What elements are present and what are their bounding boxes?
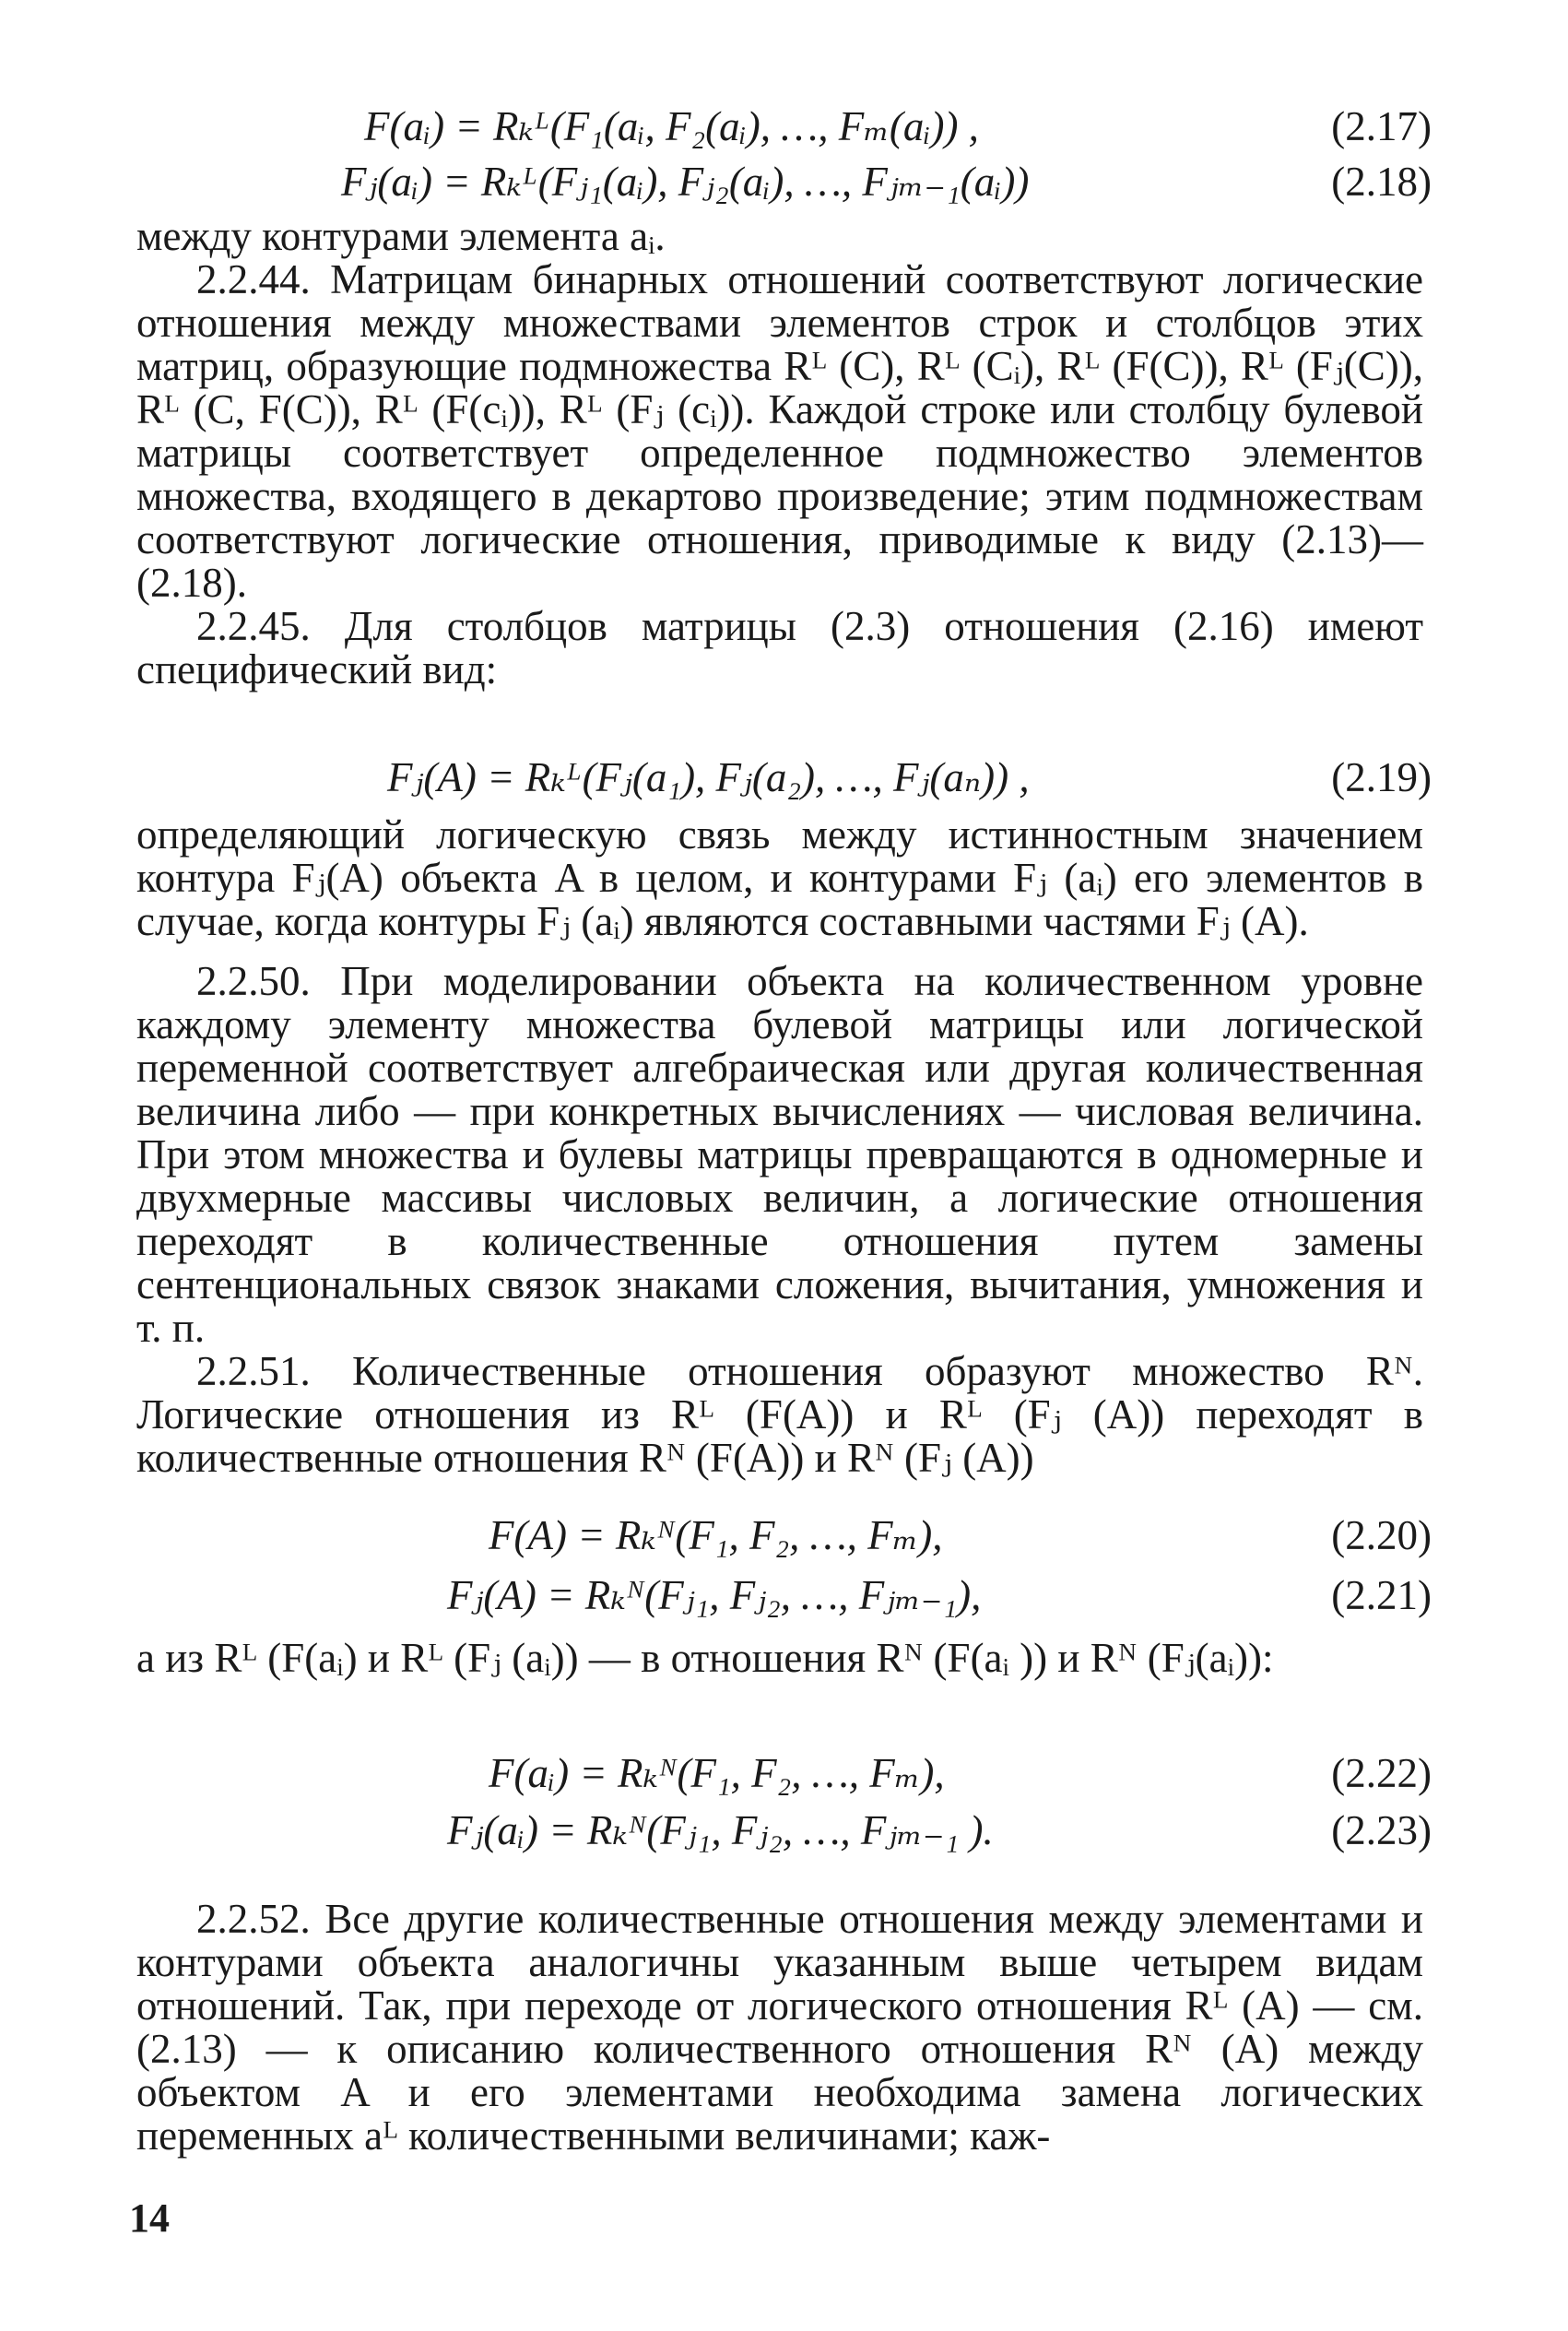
paragraph-contours: между контурами элемента aᵢ. — [136, 213, 666, 259]
text-block-3 — [136, 1637, 1423, 1680]
equation-2-18: Fⱼ(aᵢ) = Rₖᴸ(Fⱼ₁(aᵢ), Fⱼ₂(aᵢ), …, Fⱼₘ₋₁(aᵢ)) — [341, 159, 1030, 205]
equation-2-23: Fⱼ(aᵢ) = Rₖᴺ(Fⱼ₁, Fⱼ₂, …, Fⱼₘ₋₁ ). — [447, 1807, 994, 1853]
equation-2-19: Fⱼ(A) = Rₖᴸ(Fⱼ(a₁), Fⱼ(a₂), …, Fⱼ(aₙ)) , — [387, 754, 1030, 800]
equation-2-22: F(aᵢ) = Rₖᴺ(F₁, F₂, …, Fₘ), — [489, 1750, 945, 1796]
equation-number-2-18: (2.18) — [1331, 159, 1432, 205]
equation-number-2-20: (2.20) — [1331, 1512, 1432, 1558]
paragraph-2-2-45: 2.2.45. Для столбцов матрицы (2.3) отношения (2.16) имеют специфический вид: — [136, 603, 1423, 692]
paragraph-2-2-50: 2.2.50. При моделировании объекта на количественном уровне каждому элементу множества булевой матрицы или логической переменной соответствует алгебраическая или другая количественная величина либо — при конкретных вычислениях — числовая величина. При этом множества и булевы матрицы превращаются в одномерные и двухмерные массивы числовых величин, а логические отношения переходят в количественные отношения путем замены сентенциональных связок знаками сложения, вычитания, умножения и т. п. — [136, 958, 1423, 1351]
paragraph-between: а из Rᴸ (F(aᵢ) и Rᴸ (Fⱼ (aᵢ)) — в отношения Rᴺ (F(aᵢ )) и Rᴺ (Fⱼ(aᵢ)): — [136, 1635, 1274, 1681]
equation-number-2-17: (2.17) — [1331, 103, 1432, 149]
equation-2-21: Fⱼ(A) = Rₖᴺ(Fⱼ₁, Fⱼ₂, …, Fⱼₘ₋₁), — [447, 1572, 982, 1618]
page-number: 14 — [129, 2195, 170, 2241]
equation-number-2-22: (2.22) — [1331, 1750, 1432, 1796]
text-block-2 — [136, 813, 1423, 1480]
equation-number-2-19: (2.19) — [1331, 754, 1432, 800]
equation-2-20: F(A) = Rₖᴺ(F₁, F₂, …, Fₘ), — [489, 1512, 943, 1558]
equation-number-2-21: (2.21) — [1331, 1572, 1432, 1618]
paragraph-2-2-52: 2.2.52. Все другие количественные отношения между элементами и контурами объекта аналогичны указанным выше четырем видам отношений. Так, при переходе от логического отношения Rᴸ (A) — см. (2.13) — к описанию количественного отношения Rᴺ (A) между объектом A и его элементами необходима замена логических переменных aᴸ количественными величинами; каж- — [136, 1896, 1423, 2159]
paragraph-2-2-44: 2.2.44. Матрицам бинарных отношений соответствуют логические отношения между множествами элементов строк и столбцов этих матриц, образующие подмножества Rᴸ (C), Rᴸ (Cᵢ), Rᴸ (F(C)), Rᴸ (Fⱼ(C)), Rᴸ (C, F(C)), Rᴸ (F(cᵢ)), Rᴸ (Fⱼ (cᵢ)). Каждой строке или столбцу булевой матрицы соответствует определенное подмножество элементов множества, входящего в декартово произведение; этим подмножествам соответствуют логические отношения, приводимые к виду (2.13)—(2.18). — [136, 256, 1423, 606]
paragraph-2-2-51: 2.2.51. Количественные отношения образуют множество Rᴺ. Логические отношения из Rᴸ (F(A)) и Rᴸ (Fⱼ (A)) переходят в количественные отношения Rᴺ (F(A)) и Rᴺ (Fⱼ (A)) — [136, 1348, 1423, 1481]
text-block-4 — [136, 1898, 1423, 2158]
equation-2-17: F(aᵢ) = Rₖᴸ(F₁(aᵢ, F₂(aᵢ), …, Fₘ(aᵢ)) , — [364, 103, 979, 149]
paragraph-after-2-19: определяющий логическую связь между истинностным значением контура Fⱼ(A) объекта A в целом, и контурами Fⱼ (aᵢ) его элементов в случае, когда контуры Fⱼ (aᵢ) являются составными частями Fⱼ (A). — [136, 811, 1423, 944]
equation-number-2-23: (2.23) — [1331, 1807, 1432, 1853]
text-block-1 — [136, 215, 1423, 692]
